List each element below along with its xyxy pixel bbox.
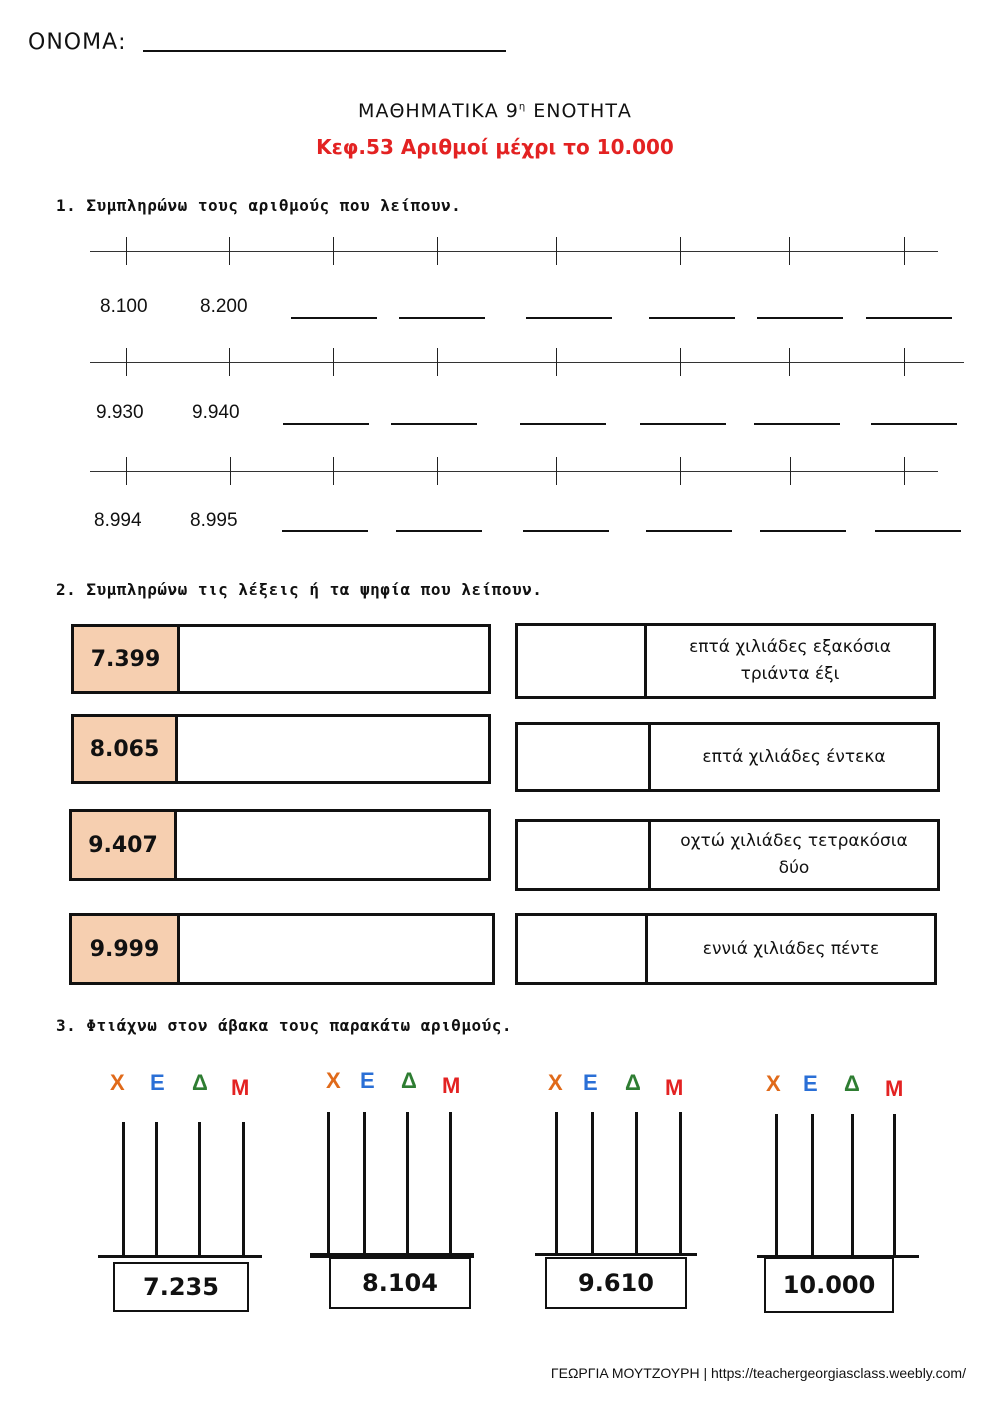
word-box (515, 913, 937, 985)
page-title: ΜΑΘΗΜΑΤΙΚΑ $9^\eta$ ΕΝΟΤΗΤΑ (358, 100, 632, 122)
number-line-3-tick (126, 457, 127, 485)
abacus-3-rod-hundreds[interactable] (591, 1112, 594, 1253)
word-cell: εννιά χιλιάδες πέντε (702, 938, 880, 959)
digits-answer-field[interactable] (518, 822, 651, 888)
abacus-2-rod-hundreds[interactable] (363, 1112, 366, 1253)
number-line-3 (90, 471, 938, 472)
abacus-2-label-tens: Δ (401, 1068, 417, 1093)
words-answer-field[interactable] (180, 627, 488, 691)
number-line-1-tick (556, 237, 557, 265)
words-answer-field[interactable] (180, 916, 492, 982)
abacus-1-rod-thousands[interactable] (122, 1122, 125, 1255)
number-line-2-answer-blank[interactable] (520, 423, 606, 425)
number-line-2-tick (789, 348, 790, 376)
number-line-3-answer-blank[interactable] (523, 530, 609, 532)
number-cell: 7.399 (74, 627, 180, 691)
number-line-2-label-first: 9.930 (96, 402, 144, 423)
number-line-3-label-second: 8.995 (190, 510, 238, 531)
word-cell: επτά χιλιάδες έντεκα (702, 746, 886, 767)
number-line-2-tick (126, 348, 127, 376)
word-box (515, 722, 940, 792)
number-line-3-tick (904, 457, 905, 485)
number-line-2-label-second: 9.940 (192, 402, 240, 423)
number-line-1-tick (680, 237, 681, 265)
number-line-2-answer-blank[interactable] (283, 423, 369, 425)
abacus-4-rod-thousands[interactable] (775, 1114, 778, 1255)
abacus-2-rod-tens[interactable] (406, 1112, 409, 1253)
abacus-4-label-tens: Δ (844, 1071, 860, 1096)
words-answer-field[interactable] (178, 717, 488, 781)
words-answer-field[interactable] (177, 812, 488, 878)
abacus-4-rod-hundreds[interactable] (811, 1114, 814, 1255)
number-line-1-answer-blank[interactable] (526, 317, 612, 319)
number-box (71, 714, 491, 784)
number-cell: 8.065 (74, 717, 178, 781)
abacus-2-rod-units[interactable] (449, 1112, 452, 1253)
number-line-1-label-first: 8.100 (100, 296, 148, 317)
abacus-4-rod-units[interactable] (893, 1114, 896, 1255)
number-line-2-answer-blank[interactable] (754, 423, 840, 425)
number-line-2-answer-blank[interactable] (391, 423, 477, 425)
abacus-3-number: 9.610 (545, 1257, 687, 1309)
section2-heading: 2. Συμπληρώνω τις λέξεις ή τα ψηφία που λείπουν. (56, 580, 543, 599)
abacus-1-label-thousands: Χ (110, 1070, 125, 1095)
number-line-3-label-first: 8.994 (94, 510, 142, 531)
abacus-3-rod-tens[interactable] (635, 1112, 638, 1253)
abacus-3-label-thousands: Χ (548, 1070, 563, 1095)
number-line-2-tick (904, 348, 905, 376)
section1-heading: 1. Συμπληρώνω τους αριθμούς που λείπουν. (56, 196, 462, 215)
digits-answer-field[interactable] (518, 916, 648, 982)
abacus-3-label-tens: Δ (625, 1070, 641, 1095)
number-line-2-tick (680, 348, 681, 376)
number-line-3-tick (333, 457, 334, 485)
abacus-3-rod-units[interactable] (679, 1112, 682, 1253)
footer-credit: ΓΕΩΡΓΙΑ ΜΟΥΤΖΟΥΡΗ | https://teachergeorgiasclass.weebly.com/ (550, 1365, 966, 1381)
number-line-3-tick (556, 457, 557, 485)
number-line-1-answer-blank[interactable] (757, 317, 843, 319)
number-line-2-answer-blank[interactable] (871, 423, 957, 425)
word-box (515, 623, 936, 699)
number-line-3-answer-blank[interactable] (282, 530, 368, 532)
abacus-1-rod-hundreds[interactable] (155, 1122, 158, 1255)
abacus-3-base (535, 1253, 697, 1256)
abacus-3-label-units: Μ (665, 1075, 684, 1100)
number-line-2-tick (437, 348, 438, 376)
number-line-1-answer-blank[interactable] (399, 317, 485, 319)
number-line-1-tick (904, 237, 905, 265)
number-line-1-tick (789, 237, 790, 265)
abacus-1-number: 7.235 (113, 1262, 249, 1312)
number-line-1-answer-blank[interactable] (866, 317, 952, 319)
number-box (69, 809, 491, 881)
number-line-1-answer-blank[interactable] (649, 317, 735, 319)
name-label: ΟΝΟΜΑ: (28, 30, 127, 55)
number-line-1-label-second: 8.200 (200, 296, 248, 317)
number-line-1-tick (333, 237, 334, 265)
number-line-1 (90, 251, 938, 252)
number-box (69, 913, 495, 985)
number-line-3-answer-blank[interactable] (875, 530, 961, 532)
number-line-3-tick (680, 457, 681, 485)
abacus-1-rod-units[interactable] (242, 1122, 245, 1255)
number-cell: 9.407 (72, 812, 177, 878)
number-line-2-answer-blank[interactable] (640, 423, 726, 425)
section3-heading: 3. Φτιάχνω στον άβακα τους παρακάτω αριθμούς. (56, 1016, 512, 1035)
number-line-1-tick (437, 237, 438, 265)
number-line-3-tick (790, 457, 791, 485)
word-box (515, 819, 940, 891)
number-cell: 9.999 (72, 916, 180, 982)
abacus-2-label-units: Μ (442, 1073, 461, 1098)
abacus-3-label-hundreds: Ε (583, 1070, 598, 1095)
abacus-4-label-hundreds: Ε (803, 1071, 818, 1096)
number-line-1-answer-blank[interactable] (291, 317, 377, 319)
word-cell: οχτώ χιλιάδες τετρακόσια δύο (680, 831, 908, 878)
abacus-4-number: 10.000 (764, 1257, 894, 1313)
name-input-line[interactable] (143, 50, 506, 52)
number-box (71, 624, 491, 694)
number-line-1-tick (126, 237, 127, 265)
page-subtitle: Κεφ.53 Αριθμοί μέχρι το 10.000 (316, 135, 674, 159)
title-superscript: η (518, 101, 527, 113)
digits-answer-field[interactable] (518, 626, 647, 696)
number-line-2-tick (333, 348, 334, 376)
number-line-1-tick (229, 237, 230, 265)
abacus-4-rod-tens[interactable] (851, 1114, 854, 1255)
number-line-2-tick (229, 348, 230, 376)
digits-answer-field[interactable] (518, 725, 651, 789)
abacus-1-base (98, 1255, 262, 1258)
abacus-1-label-tens: Δ (192, 1070, 208, 1095)
abacus-2-number: 8.104 (329, 1257, 471, 1309)
abacus-4-label-thousands: Χ (766, 1071, 781, 1096)
number-line-2-tick (556, 348, 557, 376)
abacus-2-rod-thousands[interactable] (327, 1112, 330, 1253)
number-line-3-answer-blank[interactable] (760, 530, 846, 532)
abacus-1-label-hundreds: Ε (150, 1070, 165, 1095)
abacus-1-label-units: Μ (231, 1075, 250, 1100)
number-line-3-answer-blank[interactable] (646, 530, 732, 532)
word-cell: επτά χιλιάδες εξακόσια τριάντα έξι (689, 637, 891, 684)
abacus-1-rod-tens[interactable] (198, 1122, 201, 1255)
abacus-2-label-hundreds: Ε (360, 1068, 375, 1093)
abacus-2-label-thousands: Χ (326, 1068, 341, 1093)
number-line-3-tick (230, 457, 231, 485)
number-line-2 (90, 362, 964, 363)
number-line-3-tick (437, 457, 438, 485)
abacus-4-label-units: Μ (885, 1076, 904, 1101)
abacus-3-rod-thousands[interactable] (555, 1112, 558, 1253)
number-line-3-answer-blank[interactable] (396, 530, 482, 532)
